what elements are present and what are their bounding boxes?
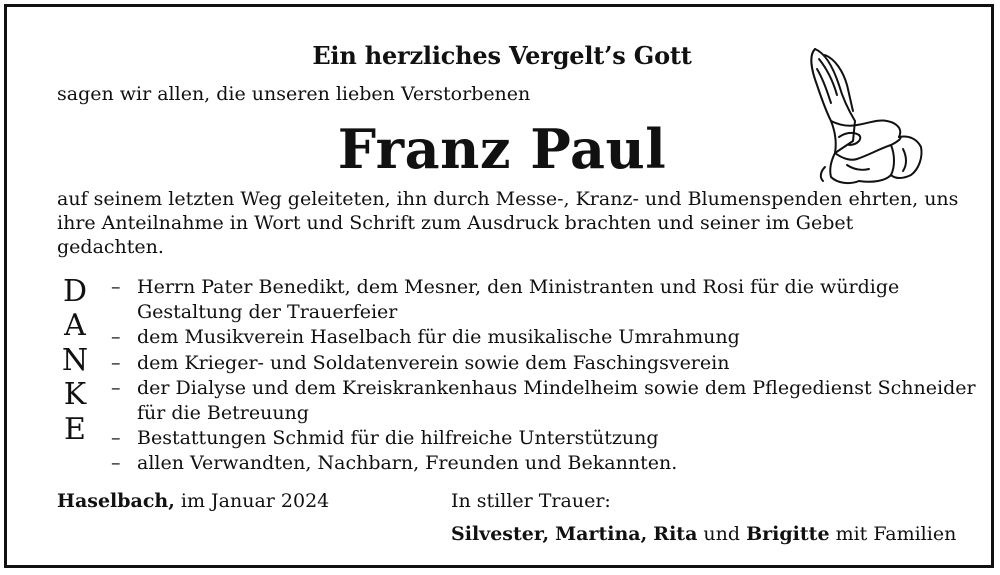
dash: – <box>111 376 121 399</box>
family-name: Brigitte <box>746 523 830 545</box>
danke-vertical <box>57 275 93 447</box>
date: im Januar 2024 <box>174 490 330 512</box>
list-item: – der Dialyse und dem Kreiskrankenhaus Mindelheim sowie dem Pflegedienst Schneider für die Betreuung <box>111 376 976 425</box>
family-names: Silvester, Martina, Rita und Brigitte mit Familien <box>451 523 957 545</box>
place-date <box>57 490 329 512</box>
family-name: Martina, <box>555 523 648 545</box>
deceased-name: Franz Paul <box>337 117 667 181</box>
place: Haselbach, <box>57 490 175 512</box>
danke-letter: A <box>64 308 86 344</box>
in-stiller-trauer: In stiller Trauer: <box>451 490 611 512</box>
thanks-list <box>111 275 981 477</box>
family-name: Silvester, <box>451 523 550 545</box>
dash: – <box>111 351 121 374</box>
list-item: – dem Musikverein Haselbach für die musikalische Umrahmung <box>111 325 981 350</box>
danke-letter: E <box>64 411 86 447</box>
intro-line: sagen wir allen, die unseren lieben Verstorbenen <box>57 83 531 105</box>
danke-letter: K <box>63 377 87 413</box>
obituary-card <box>4 4 994 568</box>
list-item: – allen Verwandten, Nachbarn, Freunden und Bekannten. <box>111 451 981 476</box>
dash: – <box>111 427 121 450</box>
danke-letter: D <box>62 274 88 309</box>
family-name: Rita <box>653 523 698 545</box>
list-item: – Herrn Pater Benedikt, dem Mesner, den Ministranten und Rosi für die würdige Gestaltung der Trauerfeier <box>111 276 900 324</box>
list-item: – dem Krieger- und Soldatenverein sowie dem Faschingsverein <box>111 351 981 376</box>
dash: – <box>111 326 121 349</box>
list-item: – Bestattungen Schmid für die hilfreiche Unterstützung <box>111 426 981 451</box>
danke-letter: N <box>61 342 89 378</box>
thanks-paragraph: auf seinem letzten Weg geleiteten, ihn durch Messe-, Kranz- und Blumenspenden ehrten, uns ihre Anteilnahme in Wort und Schrift zum Ausdruck brachten und seiner im Gebet gedachten. <box>57 188 959 258</box>
heading: Ein herzliches Vergelt’s Gott <box>312 41 692 70</box>
dash: – <box>111 276 121 298</box>
dash: – <box>111 452 121 475</box>
